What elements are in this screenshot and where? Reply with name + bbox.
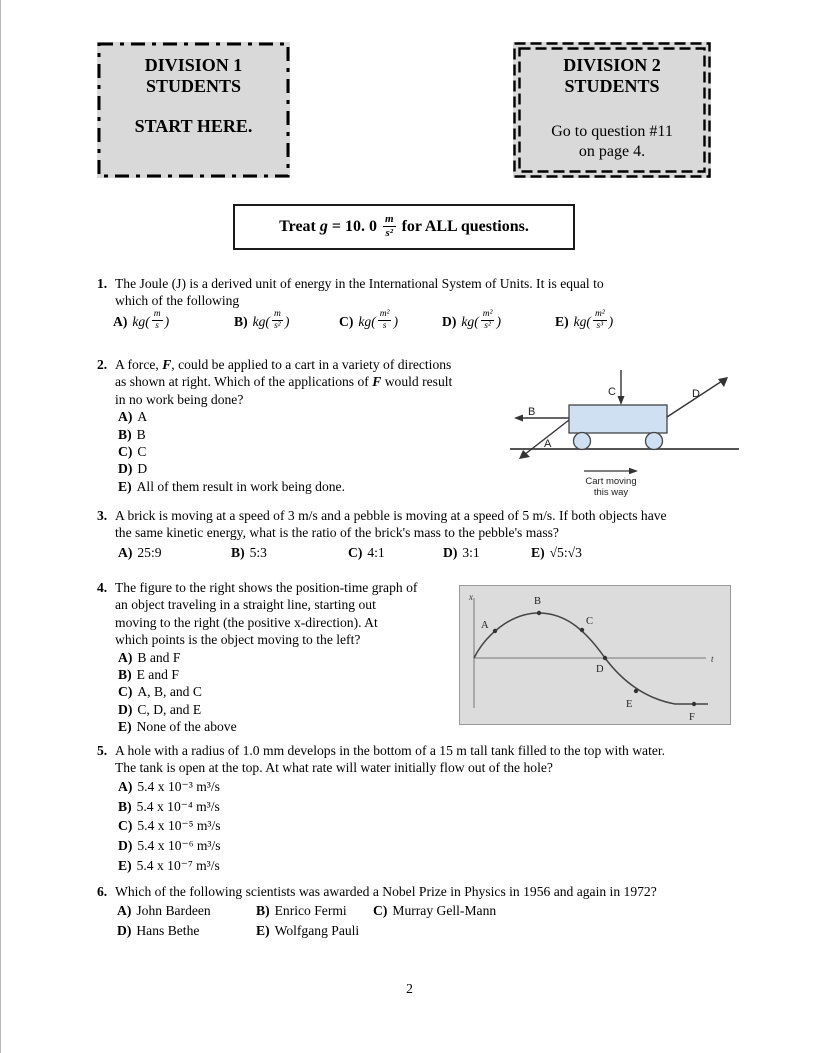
option-a: A) kg( $\frac{m}{s}$ )	[113, 308, 170, 332]
option-a: A) B and F	[118, 649, 181, 665]
unit-fraction: $\frac{\text{m²}}{\text{s²}}$	[482, 308, 493, 332]
option-c: C) A, B, and C	[118, 684, 202, 700]
division-1-title-line1: DIVISION 1	[144, 55, 243, 75]
question-6	[97, 883, 757, 940]
question-1	[97, 275, 757, 342]
question-text-line: which of the following	[115, 293, 240, 309]
y-axis-label: x	[469, 592, 473, 602]
option-c: C) 4:1	[348, 544, 385, 560]
question-text-line: A brick is moving at a speed of 3 m/s and a pebble is moving at a speed of 5 m/s. If both objects have	[115, 508, 667, 523]
force-a-label: A	[544, 438, 552, 450]
option-d: D) D	[118, 461, 148, 477]
question-text-line: moving to the right (the positive x-direction). At	[115, 614, 378, 630]
option-c: C) kg( $\frac{\text{m²}}{s}$ )	[339, 308, 398, 332]
question-3	[97, 507, 757, 562]
unit-fraction: $\frac{\text{m²}}{\text{s³}}$	[594, 308, 605, 332]
option-b: B) kg( $\frac{m}{\text{s²}}$ )	[234, 308, 290, 332]
question-number: 3.	[97, 508, 108, 523]
option-a: A) 5.4 x 10⁻³ m³/s	[118, 778, 220, 794]
gravity-text-mid: = 10. 0	[327, 218, 381, 235]
gravity-symbol: g	[319, 218, 328, 235]
question-number: 6.	[97, 884, 108, 899]
question-text-line: Which of the following scientists was awarded a Nobel Prize in Physics in 1956 and again in 1972?	[115, 884, 657, 899]
question-number: 1.	[97, 276, 108, 291]
question-text-line: The Joule (J) is a derived unit of energy in the International System of Units. It is equal to	[115, 276, 604, 291]
question-4	[97, 579, 472, 736]
question-text-line: as shown at right. Which of the applications of F would result	[115, 374, 453, 390]
division-1-box	[97, 42, 290, 178]
point-c-dot	[580, 628, 584, 632]
cart-wheel-left	[574, 433, 591, 450]
option-e: E) All of them result in work being done.	[118, 478, 345, 494]
point-a-dot	[493, 629, 497, 633]
option-e: E) kg( $\frac{\text{m²}}{\text{s³}}$ )	[555, 308, 614, 332]
division-1-title-line2: STUDENTS	[145, 76, 242, 96]
option-a: A) A	[118, 409, 148, 425]
option-e: E) Wolfgang Pauli	[256, 923, 360, 939]
option-a: A) 25:9	[118, 544, 162, 560]
division-2-title-line2: STUDENTS	[564, 76, 660, 96]
option-e: E) √5:√3	[531, 544, 582, 560]
question-text-line: The tank is open at the top. At what rate will water initially flow out of the hole?	[115, 760, 553, 776]
option-b: B) Enrico Fermi	[256, 903, 347, 919]
point-e-dot	[634, 689, 638, 693]
question-2	[97, 356, 517, 495]
division-1-start-here: START HERE.	[134, 116, 253, 136]
division-2-title-line1: DIVISION 2	[563, 55, 661, 75]
unit-fraction: $\frac{m}{\text{s²}}$	[273, 308, 281, 332]
cart-caption-line2: this way	[593, 487, 629, 497]
question-number: 5.	[97, 743, 108, 758]
division-2-box	[513, 42, 711, 178]
unit-fraction: $\frac{m}{s}$	[153, 308, 161, 332]
question-5	[97, 742, 757, 876]
option-b: B) 5:3	[231, 544, 267, 560]
question-text-line: A hole with a radius of 1.0 mm develops in the bottom of a 15 m tall tank filled to the top with water.	[115, 743, 666, 758]
unit-fraction: $\frac{\text{m²}}{s}$	[379, 308, 390, 332]
option-b: B) B	[118, 426, 146, 442]
point-c-label: C	[586, 616, 594, 627]
question-text-line: The figure to the right shows the position-time graph of	[115, 580, 418, 595]
force-c-label: C	[608, 386, 616, 398]
option-d: D) kg( $\frac{\text{m²}}{\text{s²}}$ )	[442, 308, 501, 332]
option-d: D) C, D, and E	[118, 701, 202, 717]
option-e: E) 5.4 x 10⁻⁷ m³/s	[118, 858, 220, 873]
cart-wheel-right	[646, 433, 663, 450]
point-f-dot	[692, 702, 696, 706]
cart-figure	[506, 362, 741, 497]
force-b-label: B	[528, 406, 536, 418]
x-axis-label: t	[711, 654, 714, 664]
page-number: 2	[406, 981, 413, 996]
question-number: 4.	[97, 580, 108, 595]
question-text-line: A force, F, could be applied to a cart in a variety of directions	[115, 357, 452, 372]
option-c: C) C	[118, 444, 147, 460]
force-d-label: D	[692, 388, 700, 400]
point-d-label: D	[596, 664, 604, 675]
position-time-graph	[459, 585, 731, 725]
force-symbol: F	[372, 374, 382, 390]
division-2-goto-line1: Go to question #11	[551, 123, 673, 140]
point-b-dot	[537, 611, 541, 615]
point-b-label: B	[534, 596, 542, 607]
option-d: D) 3:1	[443, 544, 480, 560]
gravity-units-fraction: $\frac{m}{\text{s²}}$	[385, 212, 394, 239]
option-e: E) None of the above	[118, 719, 237, 735]
option-c: C) Murray Gell-Mann	[373, 903, 497, 919]
force-symbol: F	[162, 357, 172, 372]
option-d: D) 5.4 x 10⁻⁶ m³/s	[118, 838, 221, 854]
point-a-label: A	[481, 620, 489, 631]
option-a: A) John Bardeen	[117, 903, 211, 919]
cart-body	[569, 405, 667, 433]
question-text-line: an object traveling in a straight line, starting out	[115, 597, 376, 613]
division-2-goto-line2: on page 4.	[578, 143, 646, 160]
question-text-line: which points is the object moving to the left?	[115, 632, 361, 648]
gravity-instruction-box	[233, 204, 575, 250]
cart-caption-line1: Cart moving	[585, 476, 637, 487]
question-text-line: the same kinetic energy, what is the ratio of the brick's mass to the pebble's mass?	[115, 525, 559, 541]
option-b: B) E and F	[118, 667, 179, 683]
gravity-text-post: for ALL questions.	[397, 218, 529, 235]
point-e-label: E	[626, 699, 633, 710]
option-d: D) Hans Bethe	[117, 923, 200, 939]
question-number: 2.	[97, 357, 108, 372]
point-d-dot	[603, 656, 607, 660]
point-f-label: F	[689, 712, 695, 723]
option-b: B) 5.4 x 10⁻⁴ m³/s	[118, 798, 220, 814]
gravity-text-pre: Treat	[279, 218, 320, 235]
option-c: C) 5.4 x 10⁻⁵ m³/s	[118, 818, 221, 834]
question-text-line: in no work being done?	[115, 391, 244, 407]
